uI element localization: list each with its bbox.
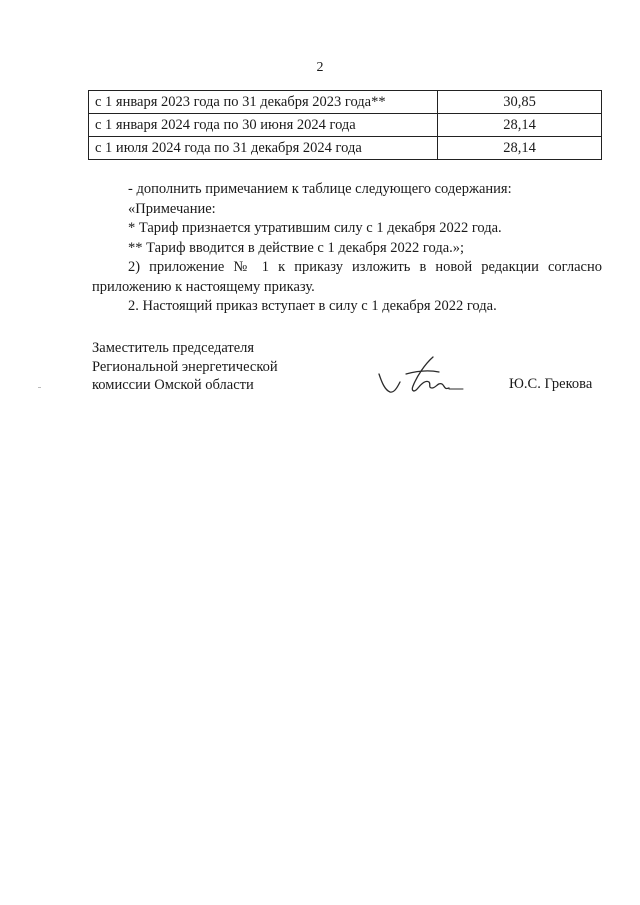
position-line: Заместитель председателя xyxy=(92,340,255,356)
tariff-table xyxy=(88,90,602,160)
position-line: Региональной энергетической xyxy=(92,358,278,375)
table-row xyxy=(89,137,602,160)
signatory-position xyxy=(92,339,278,395)
table-row xyxy=(89,91,602,114)
document-body xyxy=(92,180,602,317)
item-2-paragraph: 2) приложение № 1 к приказу изложить в новой редакции согласно приложению к настоящему приказу. xyxy=(92,259,602,295)
signer-name: Ю.С. Грекова xyxy=(509,376,593,392)
table-cell-period: с 1 июля 2024 года по 31 декабря 2024 года xyxy=(89,137,438,160)
table-cell-value: 28,14 xyxy=(438,137,602,160)
handwritten-signature xyxy=(373,352,469,400)
clause-2-paragraph: 2. Настоящий приказ вступает в силу с 1 декабря 2022 года. xyxy=(128,298,497,314)
supplement-line: - дополнить примечанием к таблице следующего содержания: xyxy=(128,181,512,197)
table-cell-period: с 1 января 2024 года по 30 июня 2024 года xyxy=(89,114,438,137)
page-number: 2 xyxy=(316,60,324,75)
table-row xyxy=(89,114,602,137)
table-cell-value: 30,85 xyxy=(438,91,602,114)
table-cell-value: 28,14 xyxy=(438,114,602,137)
note-footnote-1: * Тариф признается утратившим силу с 1 декабря 2022 года. xyxy=(128,220,502,236)
note-heading: «Примечание: xyxy=(128,200,216,217)
note-footnote-2: ** Тариф вводится в действие с 1 декабря 2022 года.»; xyxy=(128,239,465,256)
table-cell-period: с 1 января 2023 года по 31 декабря 2023 года** xyxy=(89,91,438,114)
position-line: комиссии Омской области xyxy=(92,377,254,393)
scan-mark xyxy=(38,387,41,388)
